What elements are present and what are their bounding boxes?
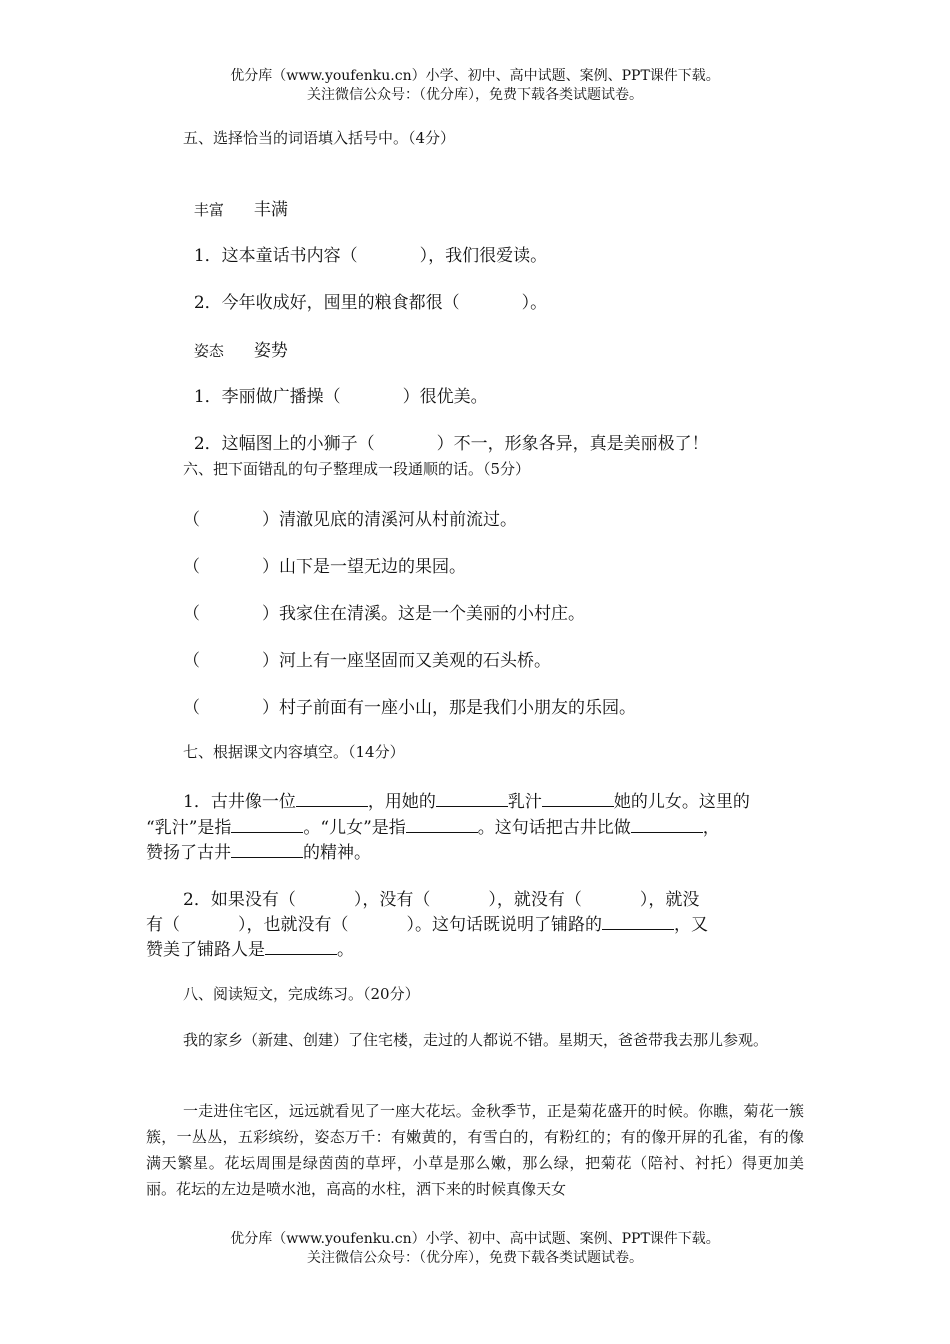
question-5-2: 2．今年收成好，囤里的粮食都很（ ）。 — [193, 293, 548, 313]
question-7-1-line-2: “乳汁”是指 。“儿女”是指 。这句话把古井比做 ， — [146, 818, 720, 838]
word-option: 丰满 — [253, 200, 288, 220]
header-line-1: 优分库（www.youfenku.cn）小学、初中、高中试题、案例、PPT课件下载。 — [230, 68, 720, 84]
reading-paragraph-2: 一走进住宅区，远远就看见了一座大花坛。金秋季节，正是菊花盛开的时候。你瞧，菊花一簇簇，一丛丛，五彩缤纷，姿态万千：有嫩黄的，有雪白的，有粉红的；有的像开屏的孔雀，有的像满天繁星。花坛周围是绿茵茵的草坪，小草是那么嫩，那么绿，把菊花（陪衬、衬托）得更加美丽。花坛的左边是喷水池，高高的水柱，洒下来的时候真像天女 — [146, 1102, 804, 1198]
word-option: 姿势 — [253, 341, 288, 361]
question-7-1-line-3: 赞扬了古井 的精神。 — [146, 843, 371, 863]
section-6-title: 六、把下面错乱的句子整理成一段通顺的话。（5分） — [183, 460, 531, 478]
footer-line-2: 关注微信公众号：（优分库），免费下载各类试题试卷。 — [307, 1250, 643, 1266]
question-7-2-line-3: 赞美了铺路人是 。 — [146, 940, 354, 960]
word-option: 姿态 — [193, 342, 224, 360]
word-option: 丰富 — [193, 201, 224, 219]
word-group-2 — [183, 316, 288, 361]
question-5-3: 1．李丽做广播操（ ）很优美。 — [193, 387, 488, 407]
header-line-2: 关注微信公众号：（优分库），免费下载各类试题试卷。 — [307, 87, 643, 103]
section-5-title: 五、选择恰当的词语填入括号中。（4分） — [183, 129, 456, 147]
order-item: （ ）清澈见底的清溪河从村前流过。 — [183, 510, 517, 530]
order-item: （ ）我家住在清溪。这是一个美丽的小村庄。 — [183, 604, 585, 624]
section-8-title: 八、阅读短文，完成练习。（20分） — [183, 985, 420, 1003]
order-item: （ ）河上有一座坚固而又美观的石头桥。 — [183, 651, 551, 671]
question-5-1: 1．这本童话书内容（ ），我们很爱读。 — [193, 246, 548, 266]
order-item: （ ）山下是一望无边的果园。 — [183, 557, 466, 577]
question-7-2-line-2: 有（ ），也就没有（ ）。这句话既说明了铺路的 ，又 — [146, 915, 708, 935]
question-7-1-line-1: 1．古井像一位 ，用她的 乳汁 她的儿女。这里的 — [183, 792, 750, 812]
section-7-title: 七、根据课文内容填空。（14分） — [183, 743, 405, 761]
reading-paragraph-1: 我的家乡（新建、创建）了住宅楼，走过的人都说不错。星期天，爸爸带我去那儿参观。 — [183, 1031, 769, 1049]
footer-line-1: 优分库（www.youfenku.cn）小学、初中、高中试题、案例、PPT课件下载。 — [230, 1231, 720, 1247]
order-item: （ ）村子前面有一座小山，那是我们小朋友的乐园。 — [183, 698, 636, 718]
question-5-4: 2．这幅图上的小狮子（ ）不一，形象各异，真是美丽极了！ — [193, 434, 709, 454]
question-7-2-line-1: 2．如果没有（ ），没有（ ），就没有（ ），就没 — [183, 890, 700, 910]
word-group-1 — [183, 175, 288, 220]
